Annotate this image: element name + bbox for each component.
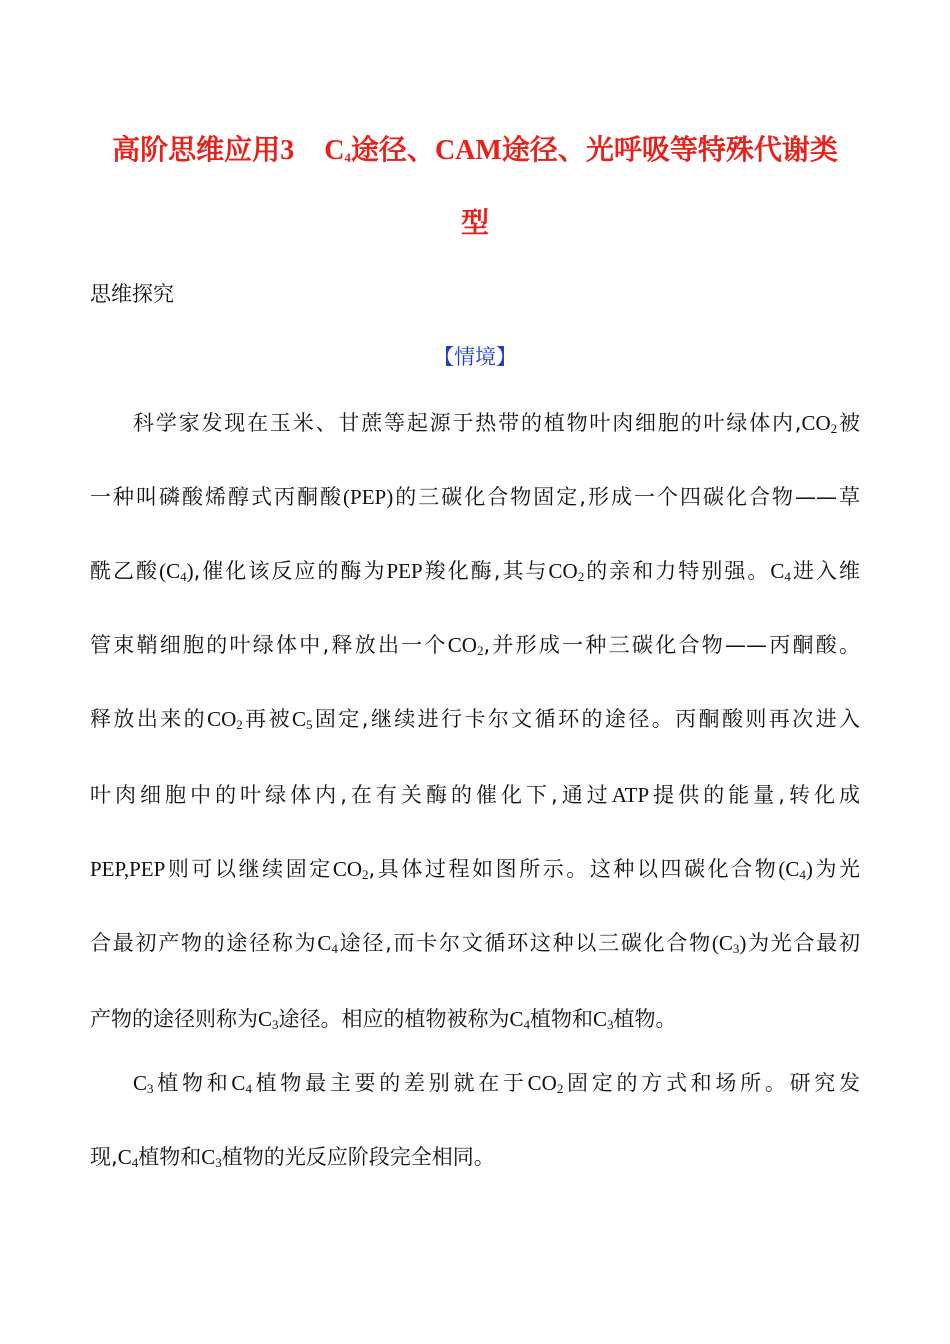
subscript: 5: [306, 717, 313, 732]
subscript: 3: [607, 1017, 614, 1032]
text-run: ,具体过程如图所示。这种以四碳化合物: [368, 857, 779, 881]
text-run: 释放出来的: [90, 707, 208, 731]
subscript: 4: [180, 569, 187, 584]
subscript: 2: [476, 643, 484, 658]
text-run: 植物和: [138, 1145, 202, 1169]
paragraph1-line6: [90, 781, 860, 809]
text-run: 再被: [242, 707, 292, 731]
text-run: 固定,继续进行卡尔文循环的途径。丙酮酸则再次进入: [312, 707, 861, 731]
subscript: 4: [799, 867, 806, 882]
title-part2: 途径、光呼吸等特殊代谢类: [501, 133, 838, 166]
text-run: CO: [527, 1071, 557, 1095]
text-run: ,催化该反应的酶为: [193, 559, 387, 583]
subscript: 3: [732, 941, 740, 956]
title-cam: CAM: [434, 135, 502, 166]
text-run: 一种叫磷酸烯醇式丙酮酸: [90, 485, 344, 509]
text-run: 叶肉细胞中的叶绿体内,在有关酶的催化下,通过: [90, 783, 612, 807]
title-number: 3: [280, 135, 295, 166]
subscript: 2: [556, 1081, 564, 1096]
text-run: 植物和: [153, 1071, 232, 1095]
text-run: ): [186, 559, 194, 583]
text-run: 为光合最初: [746, 931, 861, 955]
text-run: C: [117, 1145, 132, 1169]
text-run: C: [291, 707, 306, 731]
text-run: C: [593, 1007, 608, 1031]
text-run: 的三碳化合物固定,形成一个四碳化合物——草: [393, 485, 860, 509]
text-run: 羧化酶,其与: [422, 559, 549, 583]
subscript: 4: [784, 569, 791, 584]
title-prefix: 高阶思维应用: [112, 133, 281, 166]
text-run: 则可以继续固定: [165, 857, 333, 881]
text-run: C: [317, 931, 332, 955]
paragraph1-line4: [90, 631, 860, 659]
text-run: (C: [778, 857, 800, 881]
text-run: 途径。相应的植物被称为: [278, 1007, 510, 1031]
subscript: 4: [245, 1081, 252, 1096]
text-run: (PEP): [343, 485, 394, 509]
text-run: 固定的方式和场所。研究发: [563, 1071, 861, 1095]
paragraph2-line1: [133, 1069, 860, 1097]
text-run: PEP: [386, 559, 423, 583]
text-run: (C: [159, 559, 181, 583]
text-run: CO: [548, 559, 578, 583]
paragraph2-line2: [90, 1143, 860, 1171]
text-run: 为光: [812, 857, 861, 881]
text-run: 植物。: [613, 1007, 677, 1031]
paragraph1-line7: [90, 855, 860, 883]
title-part1: 途径、: [350, 133, 435, 166]
text-run: 途径,而卡尔文循环这种以三碳化合物: [337, 931, 712, 955]
paragraph1-line5: [90, 705, 860, 733]
text-run: 管束鞘细胞的叶绿体中,释放出一个: [90, 633, 448, 657]
text-run: 进入维: [790, 559, 860, 583]
text-run: 植物的光反应阶段完全相同。: [221, 1145, 495, 1169]
page-title-line2: 型: [460, 206, 489, 239]
subscript: 3: [272, 1017, 279, 1032]
text-run: 现,: [90, 1145, 118, 1169]
text-run: C: [770, 559, 785, 583]
paragraph1-line2: [90, 483, 860, 511]
text-run: ATP: [611, 783, 650, 807]
text-run: 植物最主要的差别就在于: [251, 1071, 528, 1095]
title-c-letter: C: [324, 135, 345, 166]
text-run: ): [805, 857, 813, 881]
text-run: (C: [711, 931, 733, 955]
subscript: 4: [523, 1017, 531, 1032]
text-run: 植物和: [530, 1007, 594, 1031]
text-run: C: [509, 1007, 524, 1031]
text-run: PEP,PEP: [90, 857, 166, 881]
section-label: 思维探究: [90, 282, 174, 306]
text-run: C: [231, 1071, 246, 1095]
text-run: 提供的能量,转化成: [649, 783, 860, 807]
text-run: CO: [332, 857, 363, 881]
page-title: [60, 133, 890, 168]
subscript: 2: [830, 421, 838, 436]
subscript: 3: [147, 1081, 154, 1096]
text-run: C: [258, 1007, 273, 1031]
text-run: CO: [801, 411, 831, 435]
paragraph1-line8: [90, 929, 860, 957]
text-run: C: [133, 1071, 148, 1095]
paragraph1-line3: [90, 557, 860, 585]
text-run: 酰乙酸: [90, 559, 160, 583]
text-run: 产物的途径则称为: [90, 1007, 258, 1031]
context-heading: 【情境】: [433, 345, 517, 369]
paragraph1-line9: [90, 1005, 860, 1033]
text-run: CO: [447, 633, 477, 657]
subscript: 3: [215, 1155, 222, 1170]
text-run: ): [739, 931, 747, 955]
text-run: 科学家发现在玉米、甘蔗等起源于热带的植物叶肉细胞的叶绿体内,: [133, 411, 802, 435]
subscript: 2: [577, 569, 585, 584]
subscript: 4: [131, 1155, 139, 1170]
text-run: ,并形成一种三碳化合物——丙酮酸。: [483, 633, 860, 657]
text-run: CO: [207, 707, 237, 731]
title-c-subscript: 4: [344, 150, 351, 165]
paragraph1-line1: [133, 409, 860, 437]
subscript: 4: [331, 941, 338, 956]
text-run: 合最初产物的途径称为: [90, 931, 318, 955]
subscript: 2: [236, 717, 243, 732]
text-run: C: [201, 1145, 216, 1169]
text-run: 被: [837, 411, 860, 435]
subscript: 2: [362, 867, 369, 882]
text-run: 的亲和力特别强。: [584, 559, 771, 583]
